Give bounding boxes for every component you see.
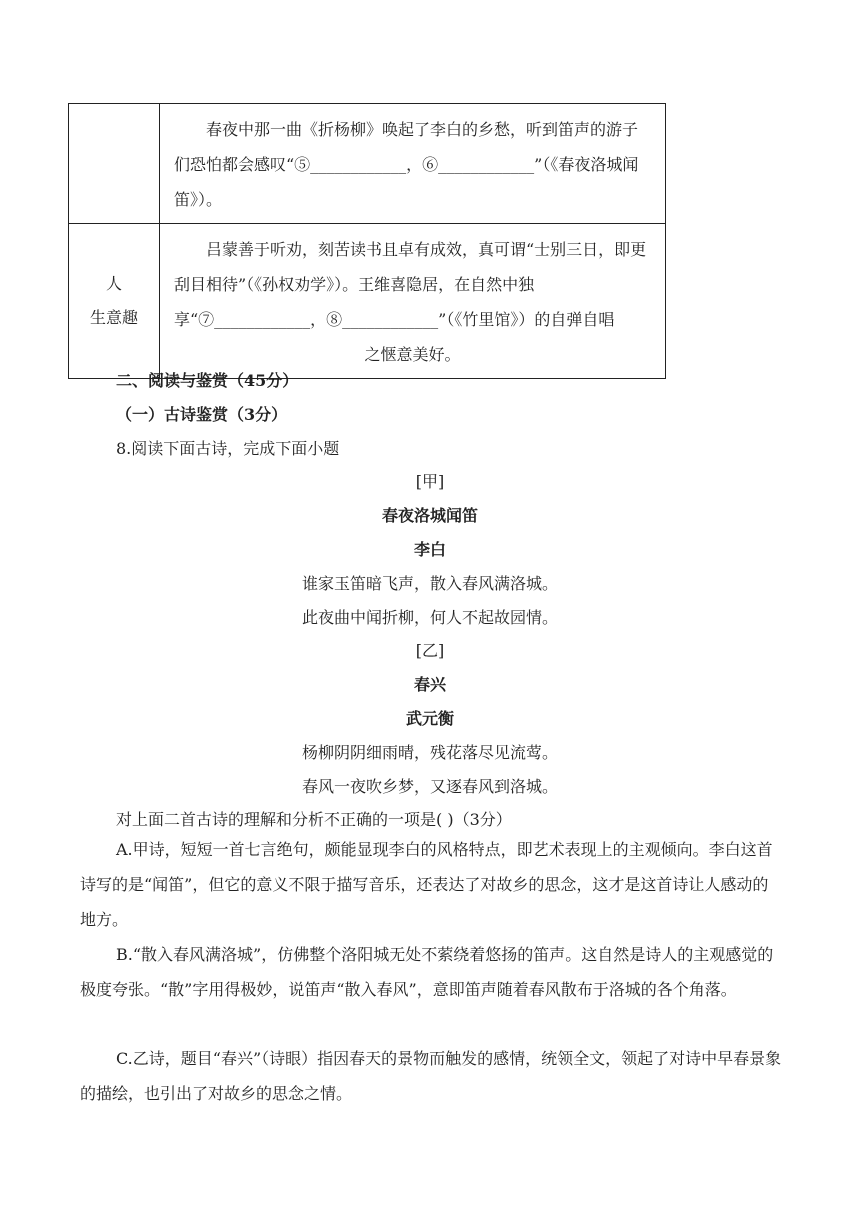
subsection-title: （一）古诗鉴赏（3分） [116, 405, 288, 424]
poem-b-marker: [乙] [415, 641, 445, 660]
row-content [160, 224, 666, 379]
row-label-line: 生意趣 [89, 308, 138, 327]
poem-b-author: 武元衡 [405, 709, 454, 728]
poem-a-line: 谁家玉笛暗飞声，散入春风满洛城。 [301, 574, 558, 593]
row-content [160, 104, 666, 224]
table-row [69, 224, 666, 379]
poem-b-line: 杨柳阴阴细雨晴，残花落尽见流莺。 [301, 743, 558, 762]
option-a: A.甲诗，短短一首七言绝句，颇能显现李白的风格特点，即艺术表现上的主观倾向。李白这首诗写的是“闻笛”，但它的意义不限于描写音乐，还表达了对故乡的思念，这才是这首诗让人感动的地方。 [80, 840, 773, 929]
poem-a-author: 李白 [413, 540, 446, 559]
row-content-text: 吕蒙善于听劝，刻苦读书且卓有成效，真可谓“士别三日，即更刮目相待”（《孙权劝学》）。王维喜隐居，在自然中独享“⑦____________，⑧____________”（《竹里馆》）的自弹自唱 [174, 240, 647, 329]
poem-b-line: 春风一夜吹乡梦，又逐春风到洛城。 [301, 777, 558, 796]
question-stem: 对上面二首古诗的理解和分析不正确的一项是( )（3分） [116, 810, 512, 829]
poem-a-marker: [甲] [415, 472, 445, 491]
option-b: B.“散入春风满洛城”，仿佛整个洛阳城无处不萦绕着悠扬的笛声。这自然是诗人的主观感觉的极度夸张。“散”字用得极妙，说笛声“散入春风”，意即笛声随着春风散布于洛城的各个角落。 [80, 945, 774, 999]
poem-a-title: 春夜洛城闻笛 [381, 506, 478, 525]
poem-a-line: 此夜曲中闻折柳，何人不起故园情。 [301, 608, 558, 627]
section-title: 二、阅读与鉴赏（45分） [116, 371, 299, 390]
fill-in-table [68, 103, 666, 379]
option-c: C.乙诗，题目“春兴”（诗眼）指因春天的景物而触发的感情，统领全文，领起了对诗中早春景象的描绘，也引出了对故乡的思念之情。 [80, 1049, 782, 1103]
row-label-line: 人 [105, 274, 122, 293]
question-prompt: 8.阅读下面古诗，完成下面小题 [116, 439, 340, 458]
row-label [69, 104, 160, 224]
table-row [69, 104, 666, 224]
row-label [69, 224, 160, 379]
poem-b-title: 春兴 [413, 675, 446, 694]
row-content-text: 春夜中那一曲《折杨柳》唤起了李白的乡愁，听到笛声的游子们恐怕都会感叹“⑤____________，⑥____________”（《春夜洛城闻笛》）。 [174, 120, 639, 209]
row-content-last-line: 之惬意美好。 [364, 345, 461, 364]
